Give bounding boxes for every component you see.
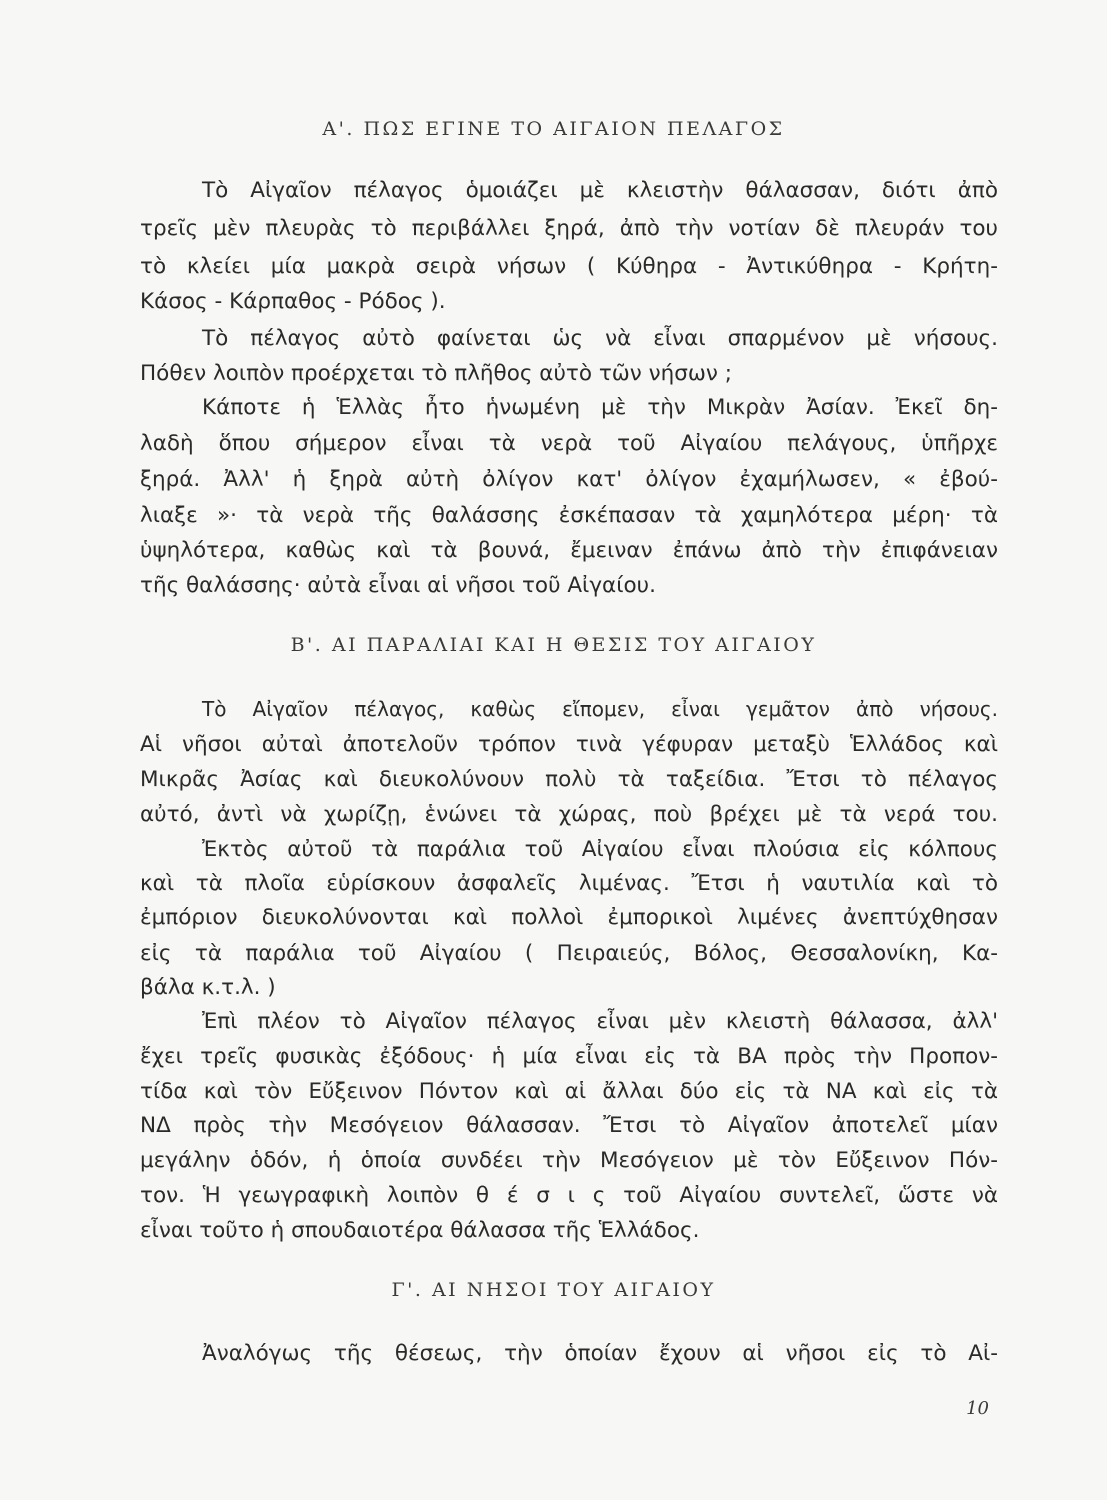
text-line: βάλα κ.τ.λ. ) (140, 975, 276, 1000)
text-line: αὐτό, ἀντὶ νὰ χωρίζῃ, ἑνώνει τὰ χώρας, ποὺ βρέχει μὲ τὰ νερά του. (140, 802, 998, 827)
text-line: εἰς τὰ παράλια τοῦ Αἰγαίου ( Πειραιεύς, Βόλος, Θεσσαλονίκη, Κα- (140, 941, 998, 966)
text-line: Ἐπὶ πλέον τὸ Αἰγαῖον πέλαγος εἶναι μὲν κλειστὴ θάλασσα, ἀλλ' (202, 1009, 998, 1034)
text-line: Κάσος - Κάρπαθος - Ρόδος ). (140, 289, 446, 314)
text-line: τὸ κλείει μία μακρὰ σειρὰ νήσων ( Κύθηρα - Ἀντικύθηρα - Κρήτη- (140, 254, 998, 279)
text-line: μεγάλην ὁδόν, ἡ ὁποία συνδέει τὴν Μεσόγειον μὲ τὸν Εὔξεινον Πόν- (140, 1148, 998, 1173)
text-line: ὑψηλότερα, καθὼς καὶ τὰ βουνά, ἔμειναν ἐπάνω ἀπὸ τὴν ἐπιφάνειαν (140, 538, 998, 563)
text-line: ἔχει τρεῖς φυσικὰς ἐξόδους· ἡ μία εἶναι εἰς τὰ ΒΑ πρὸς τὴν Προπον- (140, 1044, 998, 1069)
text-line: τρεῖς μὲν πλευρὰς τὸ περιβάλλει ξηρά, ἀπὸ τὴν νοτίαν δὲ πλευράν του (140, 216, 998, 241)
page-number: 10 (966, 1398, 989, 1419)
text-line: λιαξε »· τὰ νερὰ τῆς θαλάσσης ἐσκέπασαν τὰ χαμηλότερα μέρη· τὰ (140, 503, 998, 528)
section-c-heading: Γ'. ΑΙ ΝΗΣΟΙ ΤΟΥ ΑΙΓΑΙΟΥ (391, 1279, 716, 1301)
text-line: καὶ τὰ πλοῖα εὑρίσκουν ἀσφαλεῖς λιμένας. Ἔτσι ἡ ναυτιλία καὶ τὸ (140, 871, 998, 896)
text-line: τῆς θαλάσσης· αὐτὰ εἶναι αἱ νῆσοι τοῦ Αἰγαίου. (140, 573, 656, 598)
section-b-heading: Β'. ΑΙ ΠΑΡΑΛΙΑΙ ΚΑΙ Η ΘΕΣΙΣ ΤΟΥ ΑΙΓΑΙΟΥ (290, 634, 817, 656)
text-line: Μικρᾶς Ἀσίας καὶ διευκολύνουν πολὺ τὰ ταξείδια. Ἔτσι τὸ πέλαγος (140, 767, 998, 792)
text-line: τον. Ἡ γεωγραφικὴ λοιπὸν θ έ σ ι ς τοῦ Αἰγαίου συντελεῖ, ὥστε νὰ (140, 1183, 998, 1208)
text-line: Ἀναλόγως τῆς θέσεως, τὴν ὁποίαν ἔχουν αἱ νῆσοι εἰς τὸ Αἰ- (202, 1341, 998, 1366)
text-line: εἶναι τοῦτο ἡ σπουδαιοτέρα θάλασσα τῆς Ἑλλάδος. (140, 1218, 700, 1243)
text-line: λαδὴ ὅπου σήμερον εἶναι τὰ νερὰ τοῦ Αἰγαίου πελάγους, ὑπῆρχε (140, 431, 998, 456)
text-line: Αἱ νῆσοι αὐταὶ ἀποτελοῦν τρόπον τινὰ γέφυραν μεταξὺ Ἑλλάδος καὶ (140, 732, 998, 757)
section-a-heading: Α'. ΠΩΣ ΕΓΙΝΕ ΤΟ ΑΙΓΑΙΟΝ ΠΕΛΑΓΟΣ (322, 118, 785, 140)
text-line: Τὸ Αἰγαῖον πέλαγος, καθὼς εἴπομεν, εἶναι γεμᾶτον ἀπὸ νήσους. (202, 697, 998, 721)
text-line: Ἐκτὸς αὐτοῦ τὰ παράλια τοῦ Αἰγαίου εἶναι πλούσια εἰς κόλπους (202, 837, 998, 862)
text-line: Τὸ πέλαγος αὐτὸ φαίνεται ὡς νὰ εἶναι σπαρμένον μὲ νήσους. (202, 326, 998, 351)
text-line: ἐμπόριον διευκολύνονται καὶ πολλοὶ ἐμπορικοὶ λιμένες ἀνεπτύχθησαν (140, 905, 998, 930)
text-line: ξηρά. Ἀλλ' ἡ ξηρὰ αὐτὴ ὀλίγον κατ' ὀλίγον ἐχαμήλωσεν, « ἐβού- (140, 467, 998, 492)
text-line: Κάποτε ἡ Ἑλλὰς ἦτο ἡνωμένη μὲ τὴν Μικρὰν Ἀσίαν. Ἐκεῖ δη- (202, 395, 998, 420)
text-line: ΝΔ πρὸς τὴν Μεσόγειον θάλασσαν. Ἔτσι τὸ Αἰγαῖον ἀποτελεῖ μίαν (140, 1113, 998, 1138)
text-line: Τὸ Αἰγαῖον πέλαγος ὁμοιάζει μὲ κλειστὴν θάλασσαν, διότι ἀπὸ (202, 178, 998, 203)
text-line: τίδα καὶ τὸν Εὔξεινον Πόντον καὶ αἱ ἄλλαι δύο εἰς τὰ ΝΑ καὶ εἰς τὰ (140, 1079, 998, 1104)
text-line: Πόθεν λοιπὸν προέρχεται τὸ πλῆθος αὐτὸ τῶν νήσων ; (140, 361, 732, 386)
